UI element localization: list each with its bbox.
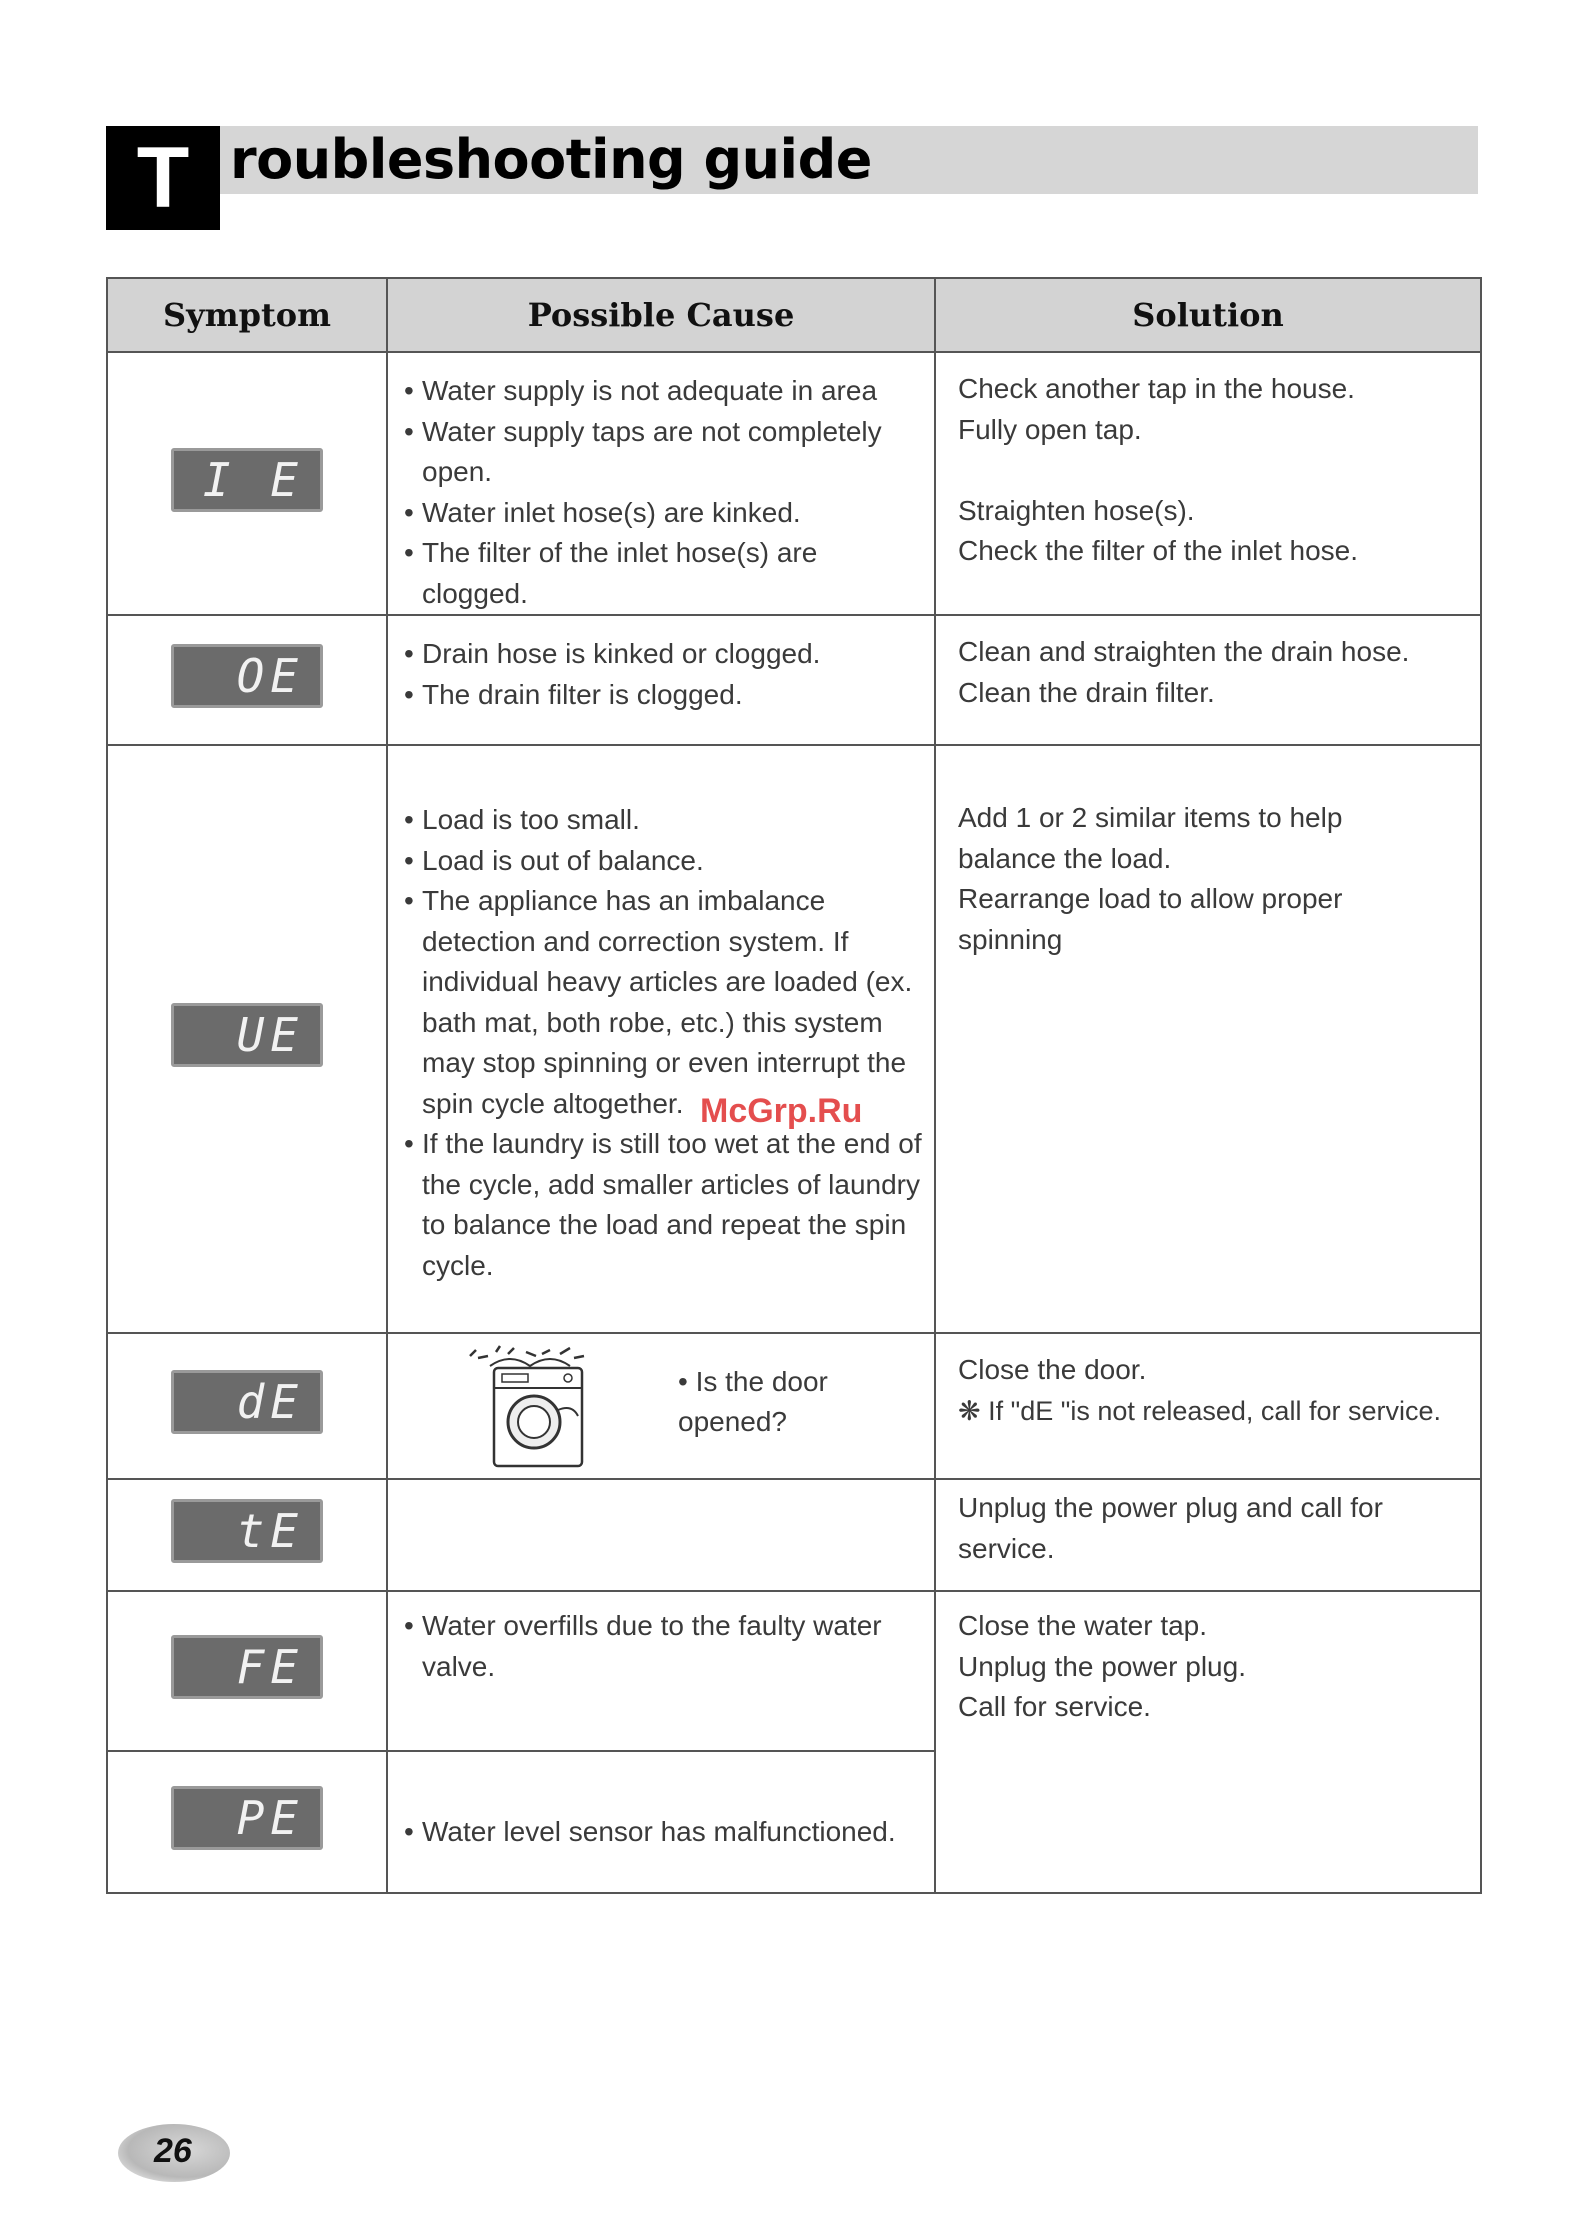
cause-cell (387, 352, 935, 615)
solution-line: Rearrange load to allow proper spinning (958, 883, 1343, 955)
table-row-ie (107, 352, 1481, 615)
solution-line: Straighten hose(s). (958, 494, 1195, 526)
title-text: roubleshooting guide (230, 128, 872, 191)
error-code-display: UE (171, 1003, 323, 1067)
symptom-cell (107, 615, 387, 745)
symptom-cell (107, 352, 387, 615)
page-title (106, 126, 1478, 230)
solution-line: Fully open tap. (958, 413, 1142, 445)
table-row-ue (107, 745, 1481, 1333)
solution-line: Call for service. (958, 1691, 1151, 1722)
solution-spacer (958, 450, 1468, 491)
header-solution: Solution (935, 278, 1481, 352)
symptom-cell (107, 1751, 387, 1893)
cause-cell (387, 745, 935, 1333)
cause-cell (387, 1591, 935, 1751)
header-symptom: Symptom (107, 278, 387, 352)
error-code-display: OE (171, 644, 323, 708)
cause-item: • The filter of the inlet hose(s) are clogged. (404, 533, 924, 614)
cause-item: • Water supply is not adequate in area (404, 371, 924, 412)
solution-line: Unplug the power plug. (958, 1650, 1246, 1682)
cause-list (388, 746, 934, 1286)
solution-line: Close the water tap. (958, 1610, 1208, 1641)
header-possible-cause: Possible Cause (387, 278, 935, 352)
error-code-display: FE (171, 1635, 323, 1699)
page-number (118, 2124, 230, 2182)
washing-machine-icon (456, 1344, 626, 1472)
solution-line: Unplug the power plug and call for service. (958, 1492, 1383, 1564)
solution-line: Add 1 or 2 similar items to help balance the load. (958, 802, 1343, 874)
solution-line: Clean the drain filter. (958, 676, 1215, 708)
watermark: McGrp.Ru (700, 1092, 863, 1130)
table-row-oe (107, 615, 1481, 745)
cause-cell (387, 615, 935, 745)
error-code-display: dE (171, 1370, 323, 1434)
error-code-display: I E (171, 448, 323, 512)
cause-item: • Water overfills due to the faulty water valve. (404, 1606, 924, 1687)
cause-item: • If the laundry is still too wet at the end of the cycle, add smaller articles of laundry to balance the load and repeat the spin cycle. (404, 1124, 924, 1286)
cause-item: • Load is out of balance. (404, 841, 924, 882)
error-code-display: PE (171, 1786, 323, 1850)
table-header-row (107, 278, 1481, 352)
cause-list (388, 353, 934, 614)
cause-item: • Load is too small. (404, 800, 924, 841)
page-number-text: 26 (154, 2132, 192, 2170)
cause-list (388, 616, 934, 715)
solution-line: Check another tap in the house. (958, 373, 1355, 404)
table-row-te (107, 1479, 1481, 1591)
solution-cell (935, 615, 1481, 745)
table-row-fe (107, 1591, 1481, 1751)
error-code-display: tE (171, 1499, 323, 1563)
cause-item: • Water level sensor has malfunctioned. (404, 1812, 924, 1853)
symptom-cell (107, 1591, 387, 1751)
cause-item: • Water supply taps are not completely open. (404, 412, 924, 493)
cause-item: • Water inlet hose(s) are kinked. (404, 493, 924, 534)
solution-cell (935, 1333, 1481, 1479)
cause-item: • Drain hose is kinked or clogged. (404, 634, 924, 675)
solution-cell (935, 352, 1481, 615)
solution-cell (935, 1591, 1481, 1893)
cause-item: • The appliance has an imbalance detection and correction system. If individual heavy articles are loaded (ex. bath mat, both robe, etc.) this system may stop spinning or even interrupt the spin cycle altogether. (404, 881, 924, 1124)
solution-line: Clean and straighten the drain hose. (958, 636, 1410, 667)
symptom-cell (107, 745, 387, 1333)
cause-cell (387, 1333, 935, 1479)
symptom-cell (107, 1479, 387, 1591)
symptom-cell (107, 1333, 387, 1479)
cause-list (388, 1592, 934, 1687)
table-row-de (107, 1333, 1481, 1479)
cause-list (388, 1752, 934, 1853)
solution-line: ❋ If "dE "is not released, call for service. (958, 1395, 1441, 1426)
cause-cell (387, 1751, 935, 1893)
solution-cell (935, 745, 1481, 1333)
solution-line: Close the door. (958, 1354, 1147, 1385)
door-question: • Is the door opened? (678, 1366, 828, 1437)
troubleshooting-table (106, 277, 1482, 1894)
cause-cell-empty (387, 1479, 935, 1591)
solution-line: Check the filter of the inlet hose. (958, 535, 1358, 566)
cause-item: • The drain filter is clogged. (404, 675, 924, 716)
solution-cell (935, 1479, 1481, 1591)
title-initial-letter: T (106, 126, 220, 230)
